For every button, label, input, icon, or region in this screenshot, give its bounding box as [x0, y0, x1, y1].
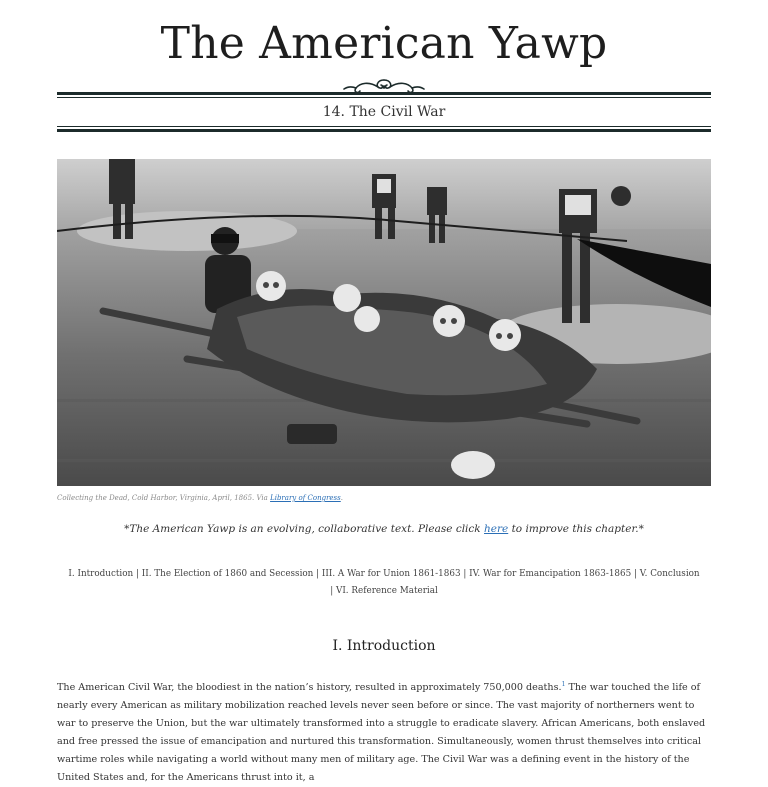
chapter-hero-photo: [57, 159, 711, 486]
double-rule-bottom-thin: [57, 126, 711, 127]
improve-chapter-link[interactable]: here: [484, 523, 509, 535]
editable-text-note: [0, 521, 768, 537]
note-text-before: *The American Yawp is an evolving, collaborative text. Please click: [124, 523, 481, 535]
section-paragraph: [57, 679, 711, 787]
double-rule-bottom-thick: [57, 129, 711, 132]
caption-suffix: .: [340, 494, 343, 502]
library-of-congress-link[interactable]: Library of Congress: [270, 494, 341, 502]
section-heading: I. Introduction: [332, 638, 436, 654]
table-of-contents: [66, 566, 702, 600]
paragraph-text-rest: The war touched the life of nearly every American as military mobilization reached levels never seen before or since. The vast majority of northerners went to war to preserve the Union, but the war ultimately transformed into a struggle to eradicate slavery. African Americans, both enslaved and free pressed the issue of emancipation and nurtured this transformation. Simultaneously, women thrust themselves into critical wartime roles while navigating a world without many men of military age. The Civil War was a defining event in the history of the United States and, for the Americans thrust into it, a: [57, 682, 706, 783]
toc-link-introduction[interactable]: I. Introduction: [68, 569, 134, 579]
caption-text: Collecting the Dead, Cold Harbor, Virginia, April, 1865. Via: [57, 494, 268, 502]
toc-separator: |: [133, 569, 142, 579]
site-title-link[interactable]: The American Yawp: [160, 18, 608, 69]
toc-link-war-for-union[interactable]: III. A War for Union 1861-1863: [321, 569, 461, 579]
toc-separator: |: [460, 569, 470, 579]
toc-link-election-1860[interactable]: II. The Election of 1860 and Secession: [141, 569, 314, 579]
chapter-title: 14. The Civil War: [322, 104, 446, 120]
paragraph-text-start: The American Civil War, the bloodiest in the nation’s history, resulted in approximately 750,000 deaths.: [57, 682, 562, 693]
photo-caption: [57, 493, 711, 503]
note-text-after: to improve this chapter.*: [511, 523, 644, 535]
double-rule-top-thick: [57, 92, 711, 95]
ornament-divider-icon: [342, 77, 426, 99]
toc-separator: |: [313, 569, 322, 579]
toc-link-war-for-emancipation[interactable]: IV. War for Emancipation 1863-1865: [469, 569, 632, 579]
toc-separator: |: [631, 569, 640, 579]
footnote-link[interactable]: 1: [561, 680, 566, 688]
toc-link-conclusion[interactable]: V. Conclusion: [639, 569, 700, 579]
toc-separator: |: [330, 586, 336, 596]
double-rule-top-thin: [57, 97, 711, 98]
toc-link-reference-material[interactable]: VI. Reference Material: [335, 586, 438, 596]
